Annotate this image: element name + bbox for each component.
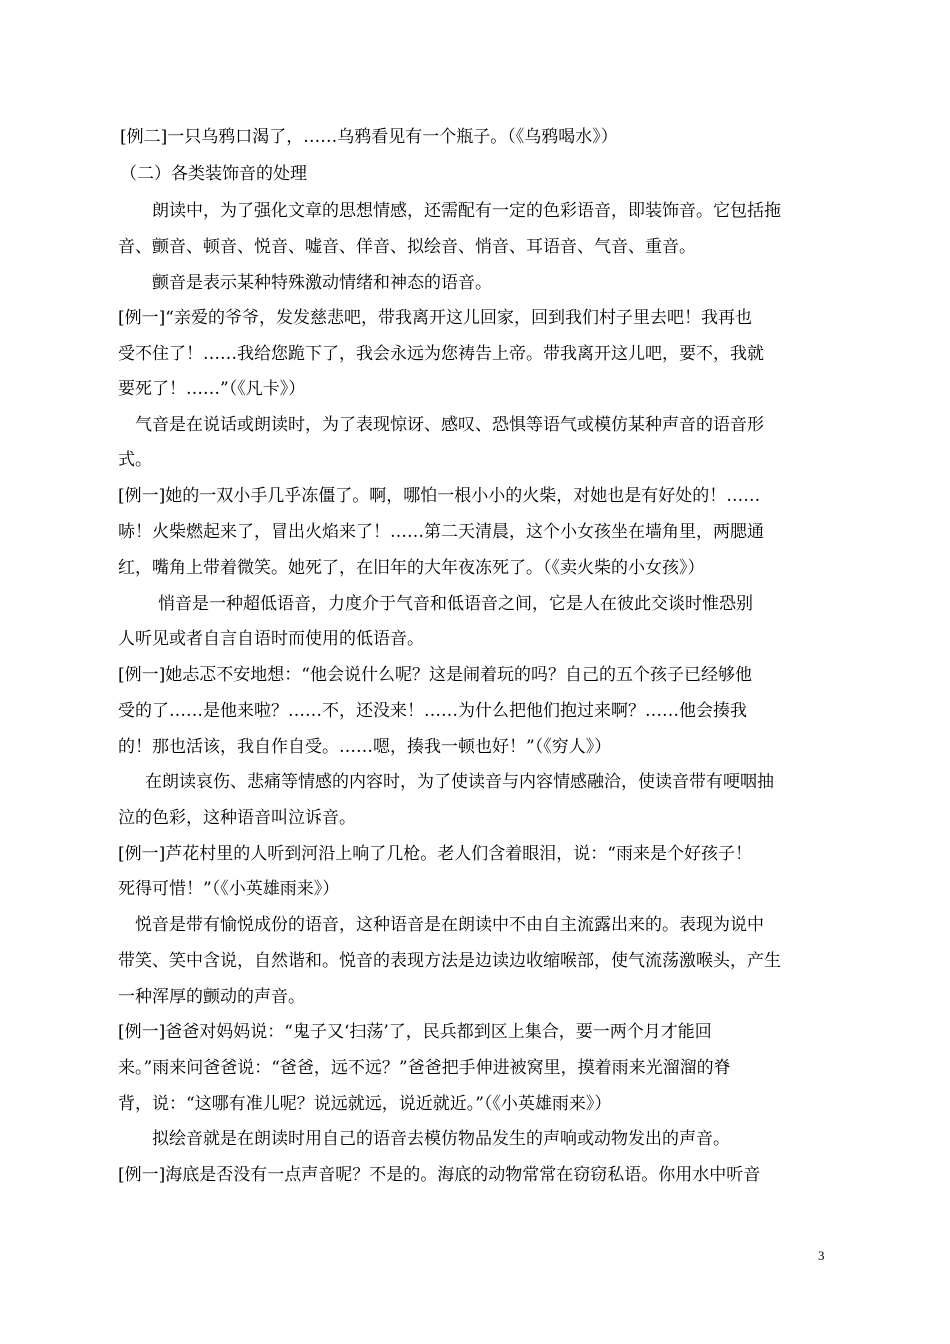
text-line: 受不住了！……我给您跪下了，我会永远为您祷告上帝。带我离开这儿吧，要不，我就 <box>118 344 764 364</box>
text-line: 来。”雨来问爸爸说：“爸爸，远不远？”爸爸把手伸进被窝里，摸着雨来光溜溜的脊 <box>118 1058 731 1078</box>
text-line: 朗读中，为了强化文章的思想情感，还需配有一定的色彩语音，即装饰音。它包括拖 <box>152 201 781 221</box>
text-line: 悦音是带有愉悦成份的语音，这种语音是在朗读中不由自主流露出来的。表现为说中 <box>135 915 764 935</box>
text-line: 带笑、笑中含说，自然谐和。悦音的表现方法是边读边收缩喉部，使气流荡激喉头，产生 <box>118 951 781 971</box>
text-line: 的！那也活该，我自作自受。……嗯，揍我一顿也好！”（《穷人》） <box>118 737 612 757</box>
text-line: 红，嘴角上带着微笑。她死了，在旧年的大年夜冻死了。（《卖火柴的小女孩》） <box>118 558 705 578</box>
text-line: 拟绘音就是在朗读时用自己的语音去模仿物品发生的声响或动物发出的声音。 <box>152 1129 730 1149</box>
text-line: 音、颤音、顿音、悦音、嘘音、佯音、拟绘音、悄音、耳语音、气音、重音。 <box>118 237 696 257</box>
text-line: 颤音是表示某种特殊激动情绪和神态的语音。 <box>152 273 492 293</box>
text-line: [例一]她的一双小手几乎冻僵了。啊，哪怕一根小小的火柴，对她也是有好处的！…… <box>118 486 761 506</box>
text-line: 要死了！……”（《凡卡》） <box>118 379 306 399</box>
text-line: [例一]爸爸对妈妈说：“鬼子又‘扫荡’了，民兵都到区上集合，要一两个月才能回 <box>118 1022 712 1042</box>
text-line: [例一]海底是否没有一点声音呢？不是的。海底的动物常常在窃窃私语。你用水中听音 <box>118 1165 761 1185</box>
text-line: [例一]“亲爱的爷爷，发发慈悲吧，带我离开这儿回家，回到我们村子里去吧！我再也 <box>118 308 752 328</box>
text-line: 式。 <box>118 450 152 470</box>
text-line: 气音是在说话或朗读时，为了表现惊讶、感叹、恐惧等语气或模仿某种声音的语音形 <box>135 415 764 435</box>
text-line: 人听见或者自言自语时而使用的低语音。 <box>118 629 424 649</box>
text-line: 哧！火柴燃起来了，冒出火焰来了！……第二天清晨，这个小女孩坐在墙角里，两腮通 <box>118 522 764 542</box>
text-line: 泣的色彩，这种语音叫泣诉音。 <box>118 808 356 828</box>
text-line: 在朗读哀伤、悲痛等情感的内容时，为了使读音与内容情感融洽，使读音带有哽咽抽 <box>145 772 774 792</box>
text-line: [例一]她忐忑不安地想：“他会说什么呢？这是闹着玩的吗？自己的五个孩子已经够他 <box>118 665 752 685</box>
section-heading: （二）各类装饰音的处理 <box>120 164 307 184</box>
text-line: 受的了……是他来啦？……不，还没来！……为什么把他们抱过来啊？……他会揍我 <box>118 701 747 721</box>
text-line: 一种浑厚的颤动的声音。 <box>118 987 305 1007</box>
page-number: 3 <box>818 1248 825 1263</box>
text-line: 死得可惜！”（《小英雄雨来》） <box>118 879 340 899</box>
text-line: 背，说：“这哪有准儿呢？说远就远，说近就近。”（《小英雄雨来》） <box>118 1094 612 1114</box>
text-line: [例二]一只乌鸦口渴了，……乌鸦看见有一个瓶子。（《乌鸦喝水》） <box>120 127 618 147</box>
text-line: 悄音是一种超低语音，力度介于气音和低语音之间，它是人在彼此交谈时惟恐别 <box>158 594 753 614</box>
text-line: [例一]芦花村里的人听到河沿上响了几枪。老人们含着眼泪，说：“雨来是个好孩子！ <box>118 844 752 864</box>
